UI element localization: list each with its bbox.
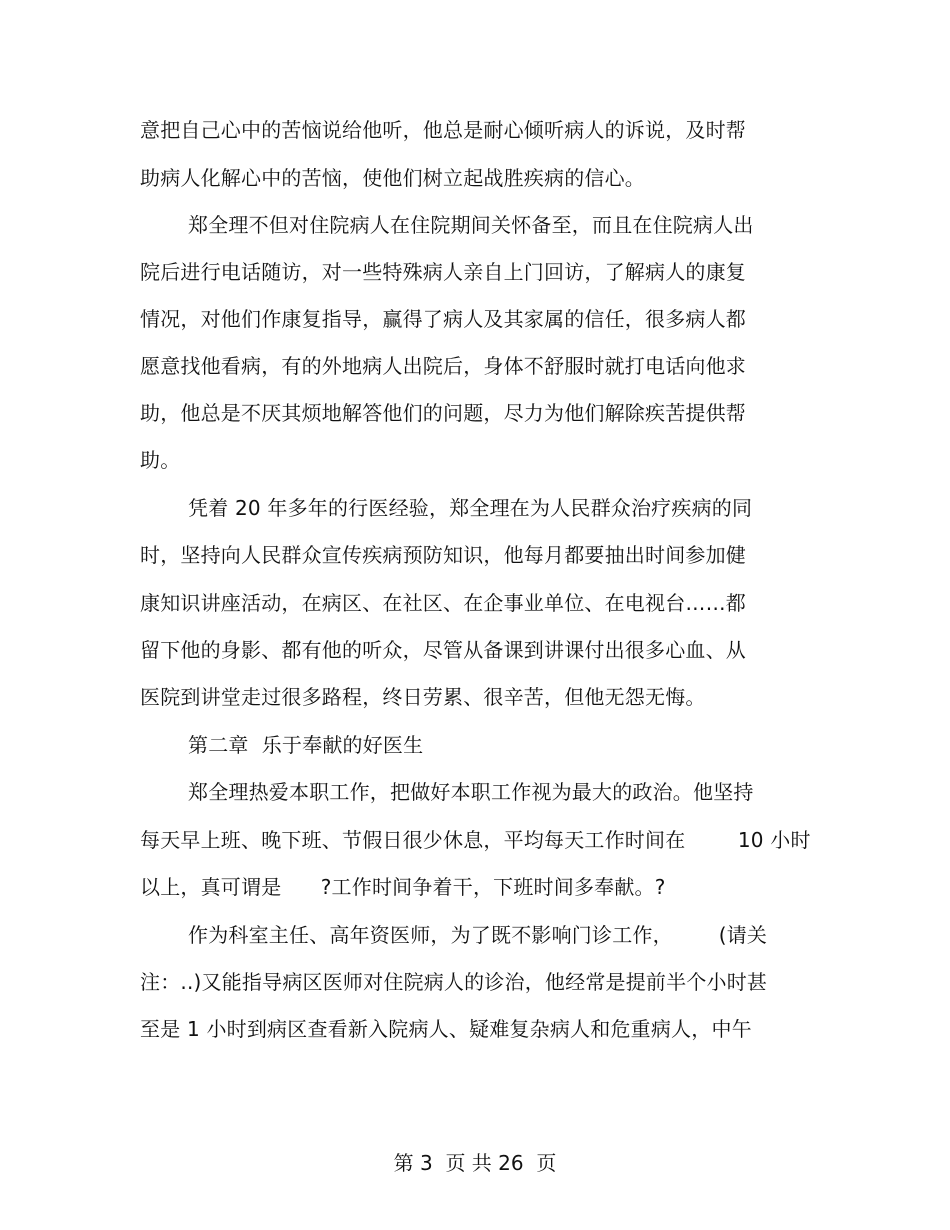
paragraph-line: 意把自己心中的苦恼说给他听，他总是耐心倾听病人的诉说，及时帮: [140, 118, 746, 142]
paragraph-line: 愿意找他看病，有的外地病人出院后，身体不舒服时就打电话向他求: [140, 354, 746, 378]
paragraph-line: 凭着 20 年多年的行医经验，郑全理在为人民群众治疗疾病的同: [188, 496, 753, 520]
paragraph-line: 每天早上班、晚下班、节假日很少休息，平均每天工作时间在 10 小时: [140, 828, 811, 852]
paragraph-line: 助。: [140, 448, 181, 472]
paragraph-line: 作为科室主任、高年资医师，为了既不影响门诊工作， (请关: [188, 923, 768, 947]
paragraph-line: 助，他总是不厌其烦地解答他们的问题，尽力为他们解除疾苦提供帮: [140, 401, 746, 425]
paragraph-line: 时，坚持向人民群众宣传疾病预防知识，他每月都要抽出时间参加健: [140, 543, 746, 567]
paragraph-line: 医院到讲堂走过很多路程，终日劳累、很辛苦，但他无怨无悔。: [140, 685, 706, 709]
paragraph-line: 康知识讲座活动，在病区、在社区、在企事业单位、在电视台……都: [140, 591, 746, 615]
paragraph-line: 情况，对他们作康复指导，赢得了病人及其家属的信任，很多病人都: [140, 307, 746, 331]
page-number: 第 3 页 共 26 页: [393, 1151, 557, 1175]
paragraph-line: 院后进行电话随访，对一些特殊病人亲自上门回访，了解病人的康复: [140, 260, 746, 284]
paragraph-line: 郑全理热爱本职工作，把做好本职工作视为最大的政治。他坚持: [188, 780, 754, 804]
chapter-heading: 第二章 乐于奉献的好医生: [188, 733, 424, 757]
paragraph-line: 以上，真可谓是 ?工作时间争着干，下班时间多奉献。?: [140, 875, 666, 899]
paragraph-line: 至是 1 小时到病区查看新入院病人、疑难复杂病人和危重病人，中午: [140, 1017, 752, 1041]
paragraph-line: 助病人化解心中的苦恼，使他们树立起战胜疾病的信心。: [140, 166, 645, 190]
paragraph-line: 郑全理不但对住院病人在住院期间关怀备至，而且在住院病人出: [188, 213, 754, 237]
paragraph-line: 注：..)又能指导病区医师对住院病人的诊治，他经常是提前半个小时甚: [140, 970, 768, 994]
paragraph-line: 留下他的身影、都有他的听众，尽管从备课到讲课付出很多心血、从: [140, 638, 746, 662]
